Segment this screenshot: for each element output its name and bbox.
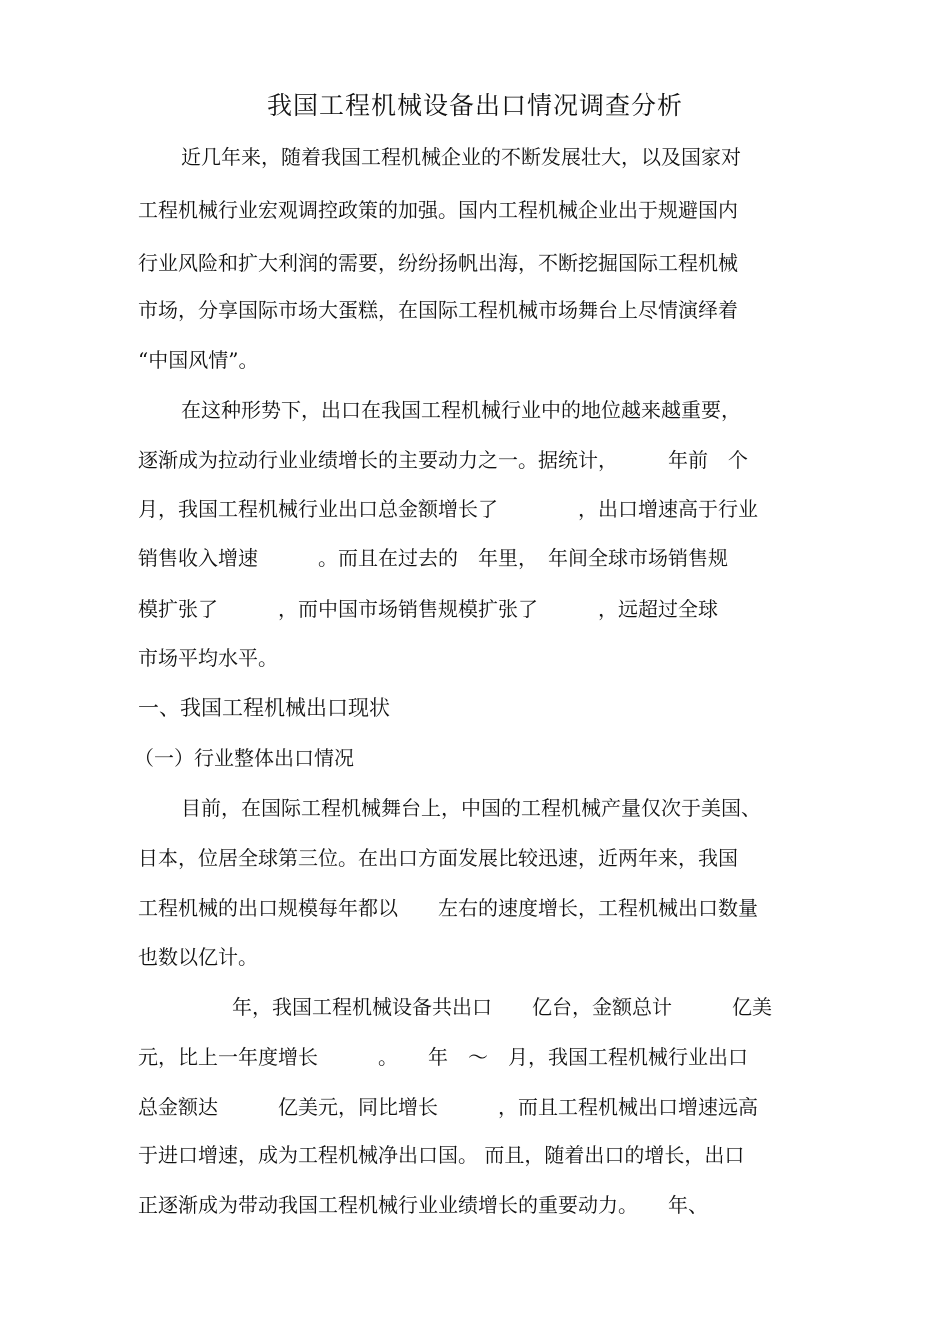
paragraph-line: 销售收入增速 。而且在过去的 年里， 年间全球市场销售规 xyxy=(138,546,728,570)
paragraph-line: 年，我国工程机械设备共出口 亿台，金额总计 亿美 xyxy=(232,995,772,1019)
document-title: 我国工程机械设备出口情况调查分析 xyxy=(266,91,683,120)
paragraph-line: 在这种形势下，出口在我国工程机械行业中的地位越来越重要， xyxy=(181,398,741,422)
paragraph-line: 工程机械行业宏观调控政策的加强。国内工程机械企业出于规避国内 xyxy=(138,198,738,222)
paragraph-line: 近几年来，随着我国工程机械企业的不断发展壮大，以及国家对 xyxy=(181,145,741,169)
paragraph-line: 月，我国工程机械行业出口总金额增长了 ，出口增速高于行业 xyxy=(138,497,758,521)
paragraph-line: 也数以亿计。 xyxy=(138,945,258,969)
paragraph-line: 日本，位居全球第三位。在出口方面发展比较迅速，近两年来，我国 xyxy=(138,846,738,870)
subsection-heading: （一）行业整体出口情况 xyxy=(134,746,354,770)
section-heading: 一、我国工程机械出口现状 xyxy=(138,696,390,720)
paragraph-line: 目前，在国际工程机械舞台上，中国的工程机械产量仅次于美国、 xyxy=(181,796,761,820)
paragraph-line: “中国风情”。 xyxy=(138,348,259,372)
paragraph-line: 于进口增速，成为工程机械净出口国。 而且，随着出口的增长，出口 xyxy=(138,1143,745,1167)
paragraph-line: 市场，分享国际市场大蛋糕，在国际工程机械市场舞台上尽情演绎着 xyxy=(138,298,738,322)
paragraph-line: 逐渐成为拉动行业业绩增长的主要动力之一。据统计， 年前 个 xyxy=(138,448,748,472)
paragraph-line: 工程机械的出口规模每年都以 左右的速度增长，工程机械出口数量 xyxy=(138,896,758,920)
paragraph-line: 行业风险和扩大利润的需要，纷纷扬帆出海，不断挖掘国际工程机械 xyxy=(138,251,738,275)
paragraph-line: 市场平均水平。 xyxy=(138,646,278,670)
paragraph-line: 总金额达 亿美元，同比增长 ，而且工程机械出口增速远高 xyxy=(138,1095,758,1119)
paragraph-line: 元，比上一年度增长 。 年 ～ 月，我国工程机械行业出口 xyxy=(138,1045,748,1069)
paragraph-line: 正逐渐成为带动我国工程机械行业业绩增长的重要动力。 年、 xyxy=(138,1193,708,1217)
paragraph-line: 模扩张了 ，而中国市场销售规模扩张了 ，远超过全球 xyxy=(138,597,718,621)
